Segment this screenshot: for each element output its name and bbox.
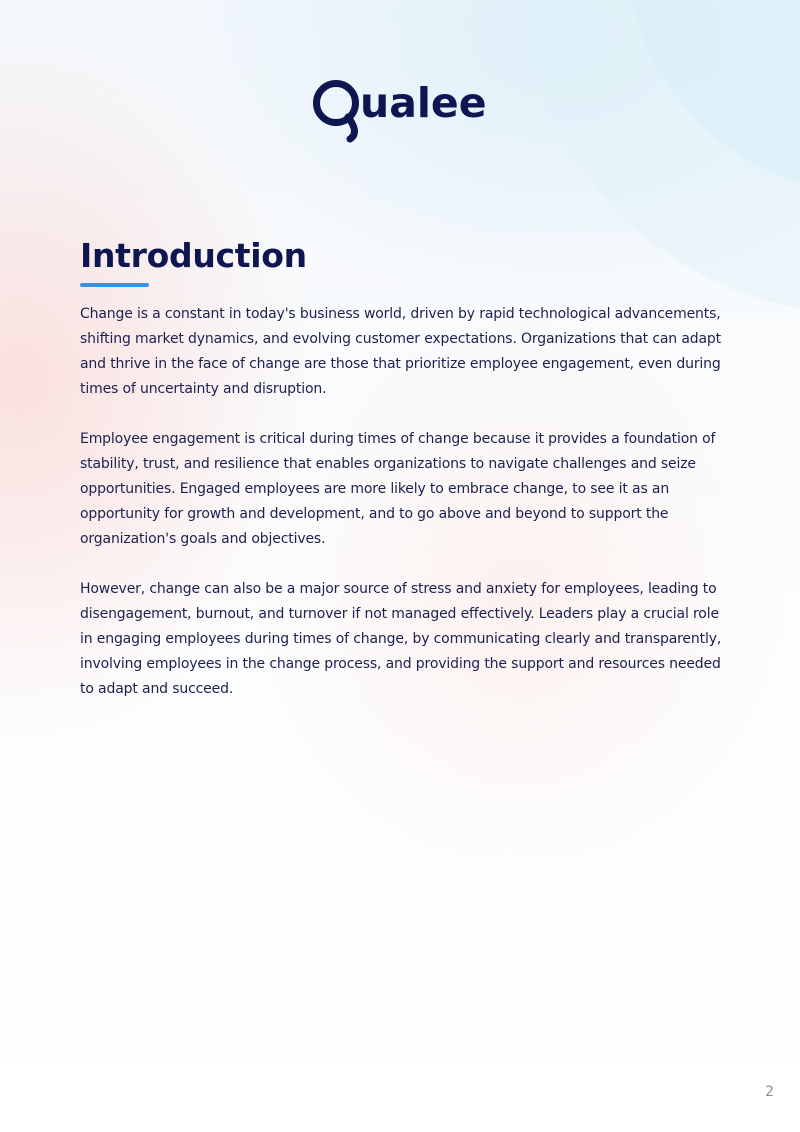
page-number: 2 <box>765 1084 774 1100</box>
logo-wordmark: ualee <box>360 79 487 127</box>
section-title: Introduction <box>80 236 307 275</box>
title-underline-accent <box>80 283 149 287</box>
qualee-logo-icon <box>312 78 492 144</box>
qualee-logo <box>312 78 492 144</box>
paragraph: However, change can also be a major source of stress and anxiety for employees, leading to disengagement, burnout, and turnover if not managed effectively. Leaders play a crucial role in engaging employees during times of change, by communicating clearly and transparently, involving employees in the change process, and providing the support and resources needed to adapt and succeed. <box>80 581 722 697</box>
paragraph: Employee engagement is critical during times of change because it provides a foundation of stability, trust, and resilience that enables organizations to navigate challenges and seize opportunities. Engaged employees are more likely to embrace change, to see it as an opportunity for growth and development, and to go above and beyond to support the organization's goals and objectives. <box>80 431 716 547</box>
paragraph: Change is a constant in today's business world, driven by rapid technological advancements, shifting market dynamics, and evolving customer expectations. Organizations that can adapt and thrive in the face of change are those that prioritize employee engagement, even during times of uncertainty and disruption. <box>80 306 721 397</box>
body-text <box>80 302 722 727</box>
